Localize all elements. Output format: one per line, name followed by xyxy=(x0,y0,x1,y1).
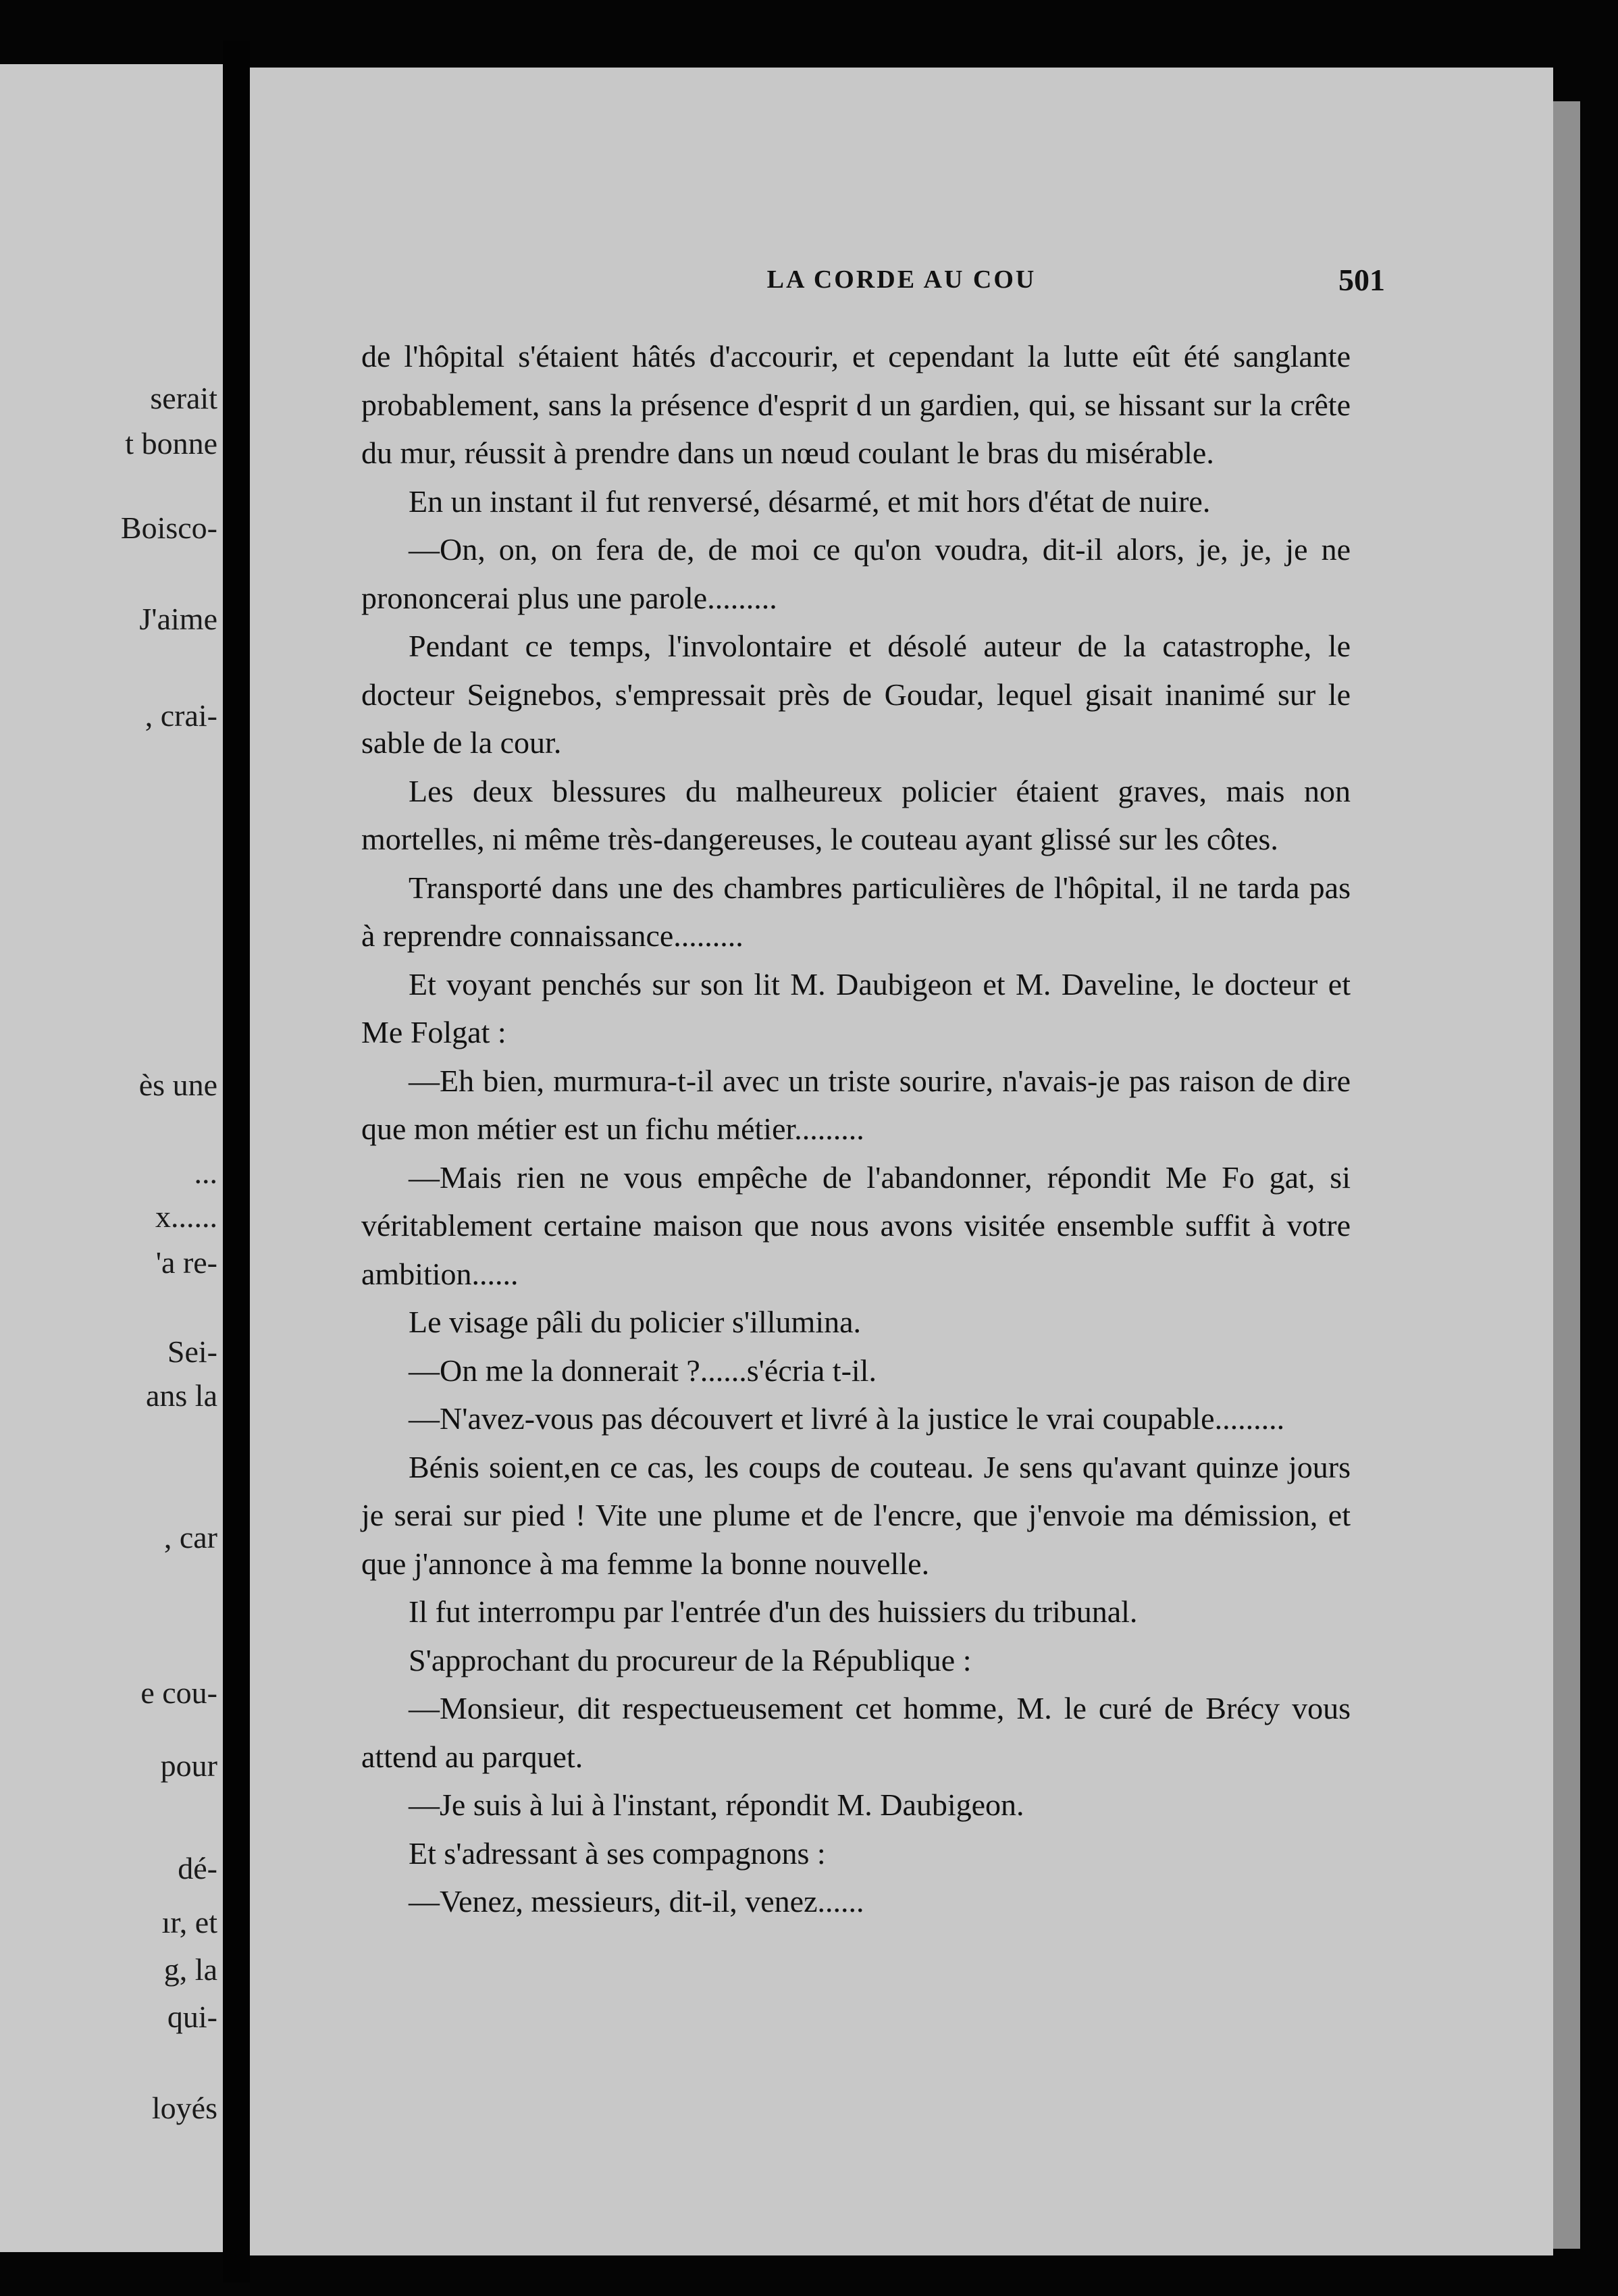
left-fragment: pour xyxy=(160,1748,217,1783)
paragraph: —Je suis à lui à l'instant, répondit M. Daubigeon. xyxy=(409,1788,1024,1822)
left-fragment: ... xyxy=(194,1155,217,1190)
paragraph: Et s'adressant à ses compagnons : xyxy=(409,1835,826,1871)
paragraph: Il fut interrompu par l'entrée d'un des huissiers du tribunal. xyxy=(409,1594,1138,1629)
running-head: LA CORDE AU COU xyxy=(766,265,1037,294)
left-fragment: ır, et xyxy=(161,1905,217,1939)
left-fragment: t bonne xyxy=(125,426,217,461)
left-fragment: e cou- xyxy=(140,1675,217,1710)
left-fragment: J'aime xyxy=(139,602,217,636)
paragraph: En un instant il fut renversé, désarmé, et mit hors d'état de nuire. xyxy=(409,484,1211,519)
page-number: 501 xyxy=(1338,263,1385,297)
paragraph: S'approchant du procureur de la République : xyxy=(409,1642,972,1677)
paragraph: Bénis soient,en ce cas, les coups de couteau. Je sens qu'avant quinze jours je serai sur pied ! Vite une plume et de l'encre, que j'envoie ma démission, et que j'annonce à ma femme la bonne nouvelle. xyxy=(361,1449,1351,1581)
left-fragment: dé- xyxy=(178,1851,217,1885)
paragraph: Transporté dans une des chambres particulières de l'hôpital, il ne tarda pas à reprendre connaissance......... xyxy=(361,870,1351,953)
paragraph: —Monsieur, dit respectueusement cet homme, M. le curé de Brécy vous attend au parquet. xyxy=(361,1691,1351,1774)
left-fragment: ès une xyxy=(138,1068,217,1102)
left-fragment: 'a re- xyxy=(155,1245,217,1280)
paragraph: de l'hôpital s'étaient hâtés d'accourir, et cependant la lutte eût été sanglante probablement, sans la présence d'esprit d un gardien, qui, se hissant sur la crête du mur, réussit à prendre dans un nœud coulant le bras du misérable. xyxy=(361,339,1351,470)
paragraph: —On me la donnerait ?......s'écria t-il. xyxy=(409,1353,877,1388)
left-page-fragment xyxy=(0,64,223,2252)
left-fragment: Sei- xyxy=(167,1334,217,1369)
left-fragment: serait xyxy=(150,381,217,415)
left-fragment: qui- xyxy=(167,2000,217,2034)
paragraph: Et voyant penchés sur son lit M. Daubigeon et M. Daveline, le docteur et Me Folgat : xyxy=(361,966,1351,1049)
right-page xyxy=(250,68,1553,2255)
left-fragment: , car xyxy=(163,1520,217,1555)
left-fragment: g, la xyxy=(163,1952,217,1987)
left-fragment: loyés xyxy=(151,2091,217,2125)
book-gutter xyxy=(223,41,250,2282)
paragraph: —N'avez-vous pas découvert et livré à la justice le vrai coupable......... xyxy=(409,1401,1285,1436)
left-fragment: , crai- xyxy=(145,698,217,733)
left-fragment: ans la xyxy=(145,1378,217,1413)
paragraph: —Venez, messieurs, dit-il, venez...... xyxy=(409,1884,864,1919)
paragraph: —Eh bien, murmura-t-il avec un triste sourire, n'avais-je pas raison de dire que mon métier est un fichu métier......... xyxy=(361,1063,1351,1146)
paragraph: Les deux blessures du malheureux policier étaient graves, mais non mortelles, ni même très-dangereuses, le couteau ayant glissé sur les côtes. xyxy=(361,773,1351,856)
paragraph: Pendant ce temps, l'involontaire et désolé auteur de la catastrophe, le docteur Seignebos, s'empressait près de Goudar, lequel gisait inanimé sur le sable de la cour. xyxy=(361,629,1351,760)
page-body xyxy=(361,332,1351,1926)
left-fragment: x...... xyxy=(155,1199,217,1234)
left-fragment: Boisco- xyxy=(120,511,217,545)
paragraph: Le visage pâli du policier s'illumina. xyxy=(409,1305,862,1339)
paragraph: —On, on, on fera de, de moi ce qu'on voudra, dit-il alors, je, je, je ne prononcerai plus une parole......... xyxy=(361,532,1351,615)
page-edge xyxy=(1553,101,1580,2249)
paragraph: —Mais rien ne vous empêche de l'abandonner, répondit Me Fo gat, si véritablement certaine maison que nous avons visitée ensemble suffit à votre ambition...... xyxy=(361,1159,1351,1291)
